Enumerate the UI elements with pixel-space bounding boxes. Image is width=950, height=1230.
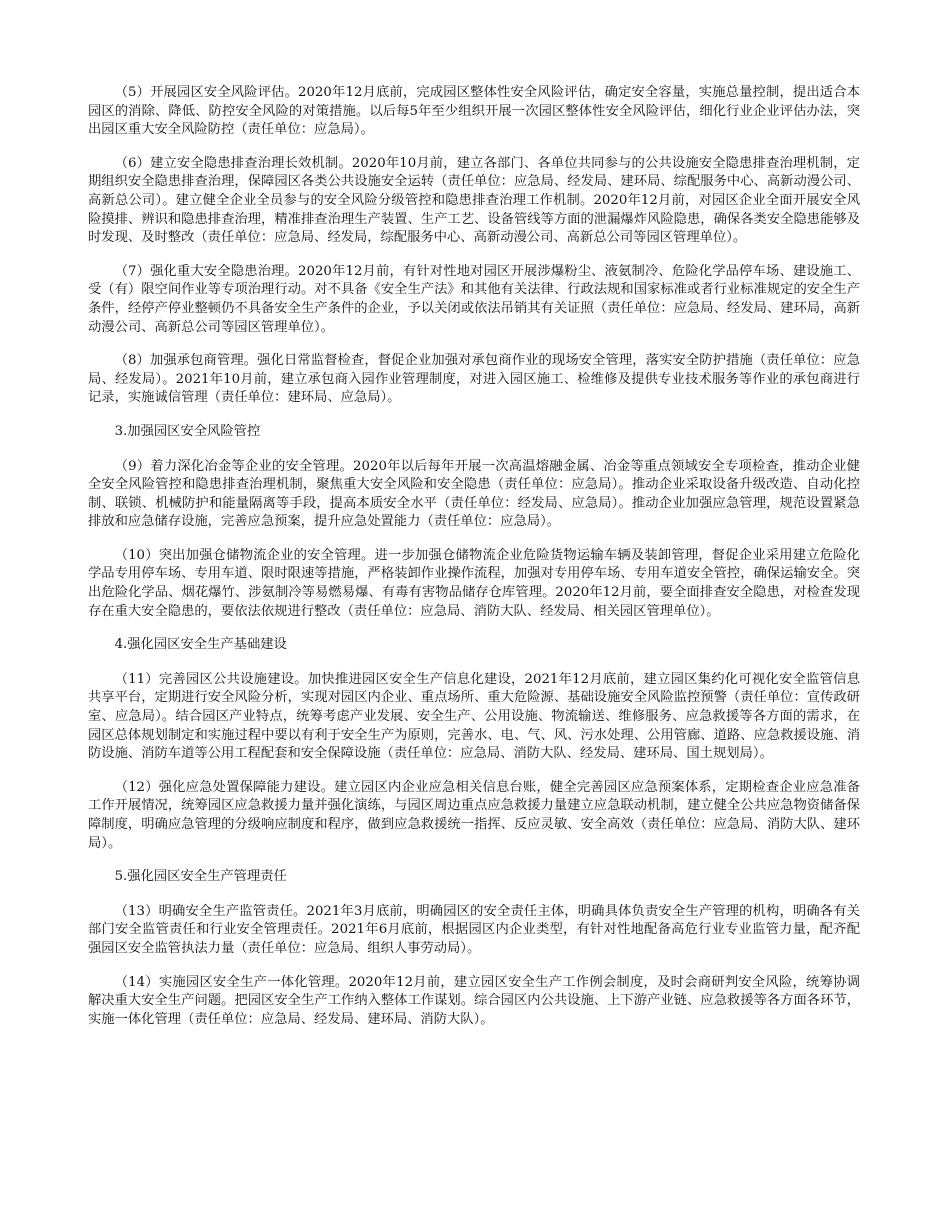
paragraph-12: （12）强化应急处置保障能力建设。建立园区内企业应急相关信息台账，健全完善园区应急预案体系，定期检查企业应急准备工作开展情况，统筹园区应急救援力量并强化演练，与园区周边重点应急救援力量建立应急联动机制，建立健全公共应急物资储备保障制度，明确应急管理的分级响应制度和程序，做到应急救援统一指挥、反应灵敏、安全高效（责任单位：应急局、消防大队、建环局）。 [88,779,860,851]
document-page [88,84,860,1044]
paragraph-9: （9）着力深化冶金等企业的安全管理。2020年以后每年开展一次高温熔融金属、冶金等重点领域安全专项检查，推动企业健全安全风险管控和隐患排查治理机制，聚焦重大安全风险和安全隐患（责任单位：应急局）。推动企业采取设备升级改造、自动化控制、联锁、机械防护和能量隔离等手段，提高本质安全水平（责任单位：经发局、应急局）。推动企业加强应急管理，规范设置紧急排放和应急储存设施，完善应急预案，提升应急处置能力（责任单位：应急局）。 [88,458,860,530]
paragraph-8: （8）加强承包商管理。强化日常监督检查，督促企业加强对承包商作业的现场安全管理，落实安全防护措施（责任单位：应急局、经发局）。2021年10月前，建立承包商入园作业管理制度，对进入园区施工、检维修及提供专业技术服务等作业的承包商进行记录，实施诚信管理（责任单位：建环局、应急局）。 [88,353,860,406]
paragraph-11: （11）完善园区公共设施建设。加快推进园区安全生产信息化建设，2021年12月底前，建立园区集约化可视化安全监管信息共享平台，定期进行安全风险分析，实现对园区内企业、重点场所、重大危险源、基础设施安全风险监控预警（责任单位：宣传政研室、应急局）。结合园区产业特点，统筹考虑产业发展、安全生产、公用设施、物流输送、维修服务、应急救援等各方面的需求，在园区总体规划制定和实施过程中要以有利于安全生产为原则，完善水、电、气、风、污水处理、公用管廊、道路、应急救援设施、消防设施、消防车道等公用工程配套和安全保障设施（责任单位：应急局、消防大队、经发局、建环局、国土规划局）。 [88,671,860,762]
paragraph-5: （5）开展园区安全风险评估。2020年12月底前，完成园区整体性安全风险评估，确定安全容量，实施总量控制，提出适合本园区的消除、降低、防控安全风险的对策措施。以后每5年至少组织开展一次园区整体性安全风险评估，细化行业企业评估办法，突出园区重大安全风险防控（责任单位：应急局）。 [88,85,860,138]
paragraph-7: （7）强化重大安全隐患治理。2020年12月前，有针对性地对园区开展涉爆粉尘、液氨制冷、危险化学品停车场、建设施工、受（有）限空间作业等专项治理行动。对不具备《安全生产法》和其他有关法律、行政法规和国家标准或者行业标准规定的安全生产条件，经停产停业整顿仍不具备安全生产条件的企业，予以关闭或依法吊销其有关证照（责任单位：应急局、经发局、建环局，高新动漫公司、高新总公司等园区管理单位）。 [88,263,860,335]
paragraph-10: （10）突出加强仓储物流企业的安全管理。进一步加强仓储物流企业危险货物运输车辆及装卸管理，督促企业采用建立危险化学品专用停车场、专用车道、限时限速等措施，严格装卸作业操作流程，加强对专用停车场、专用车道安全管控，确保运输安全。突出危险化学品、烟花爆竹、涉氨制冷等易燃易爆、有毒有害物品储存仓库管理。2020年12月前，要全面排查安全隐患，对检查发现存在重大安全隐患的，要依法依规进行整改（责任单位：应急局、消防大队、经发局、相关园区管理单位）。 [88,547,860,619]
section-heading-3: 3.加强园区安全风险管控 [114,423,261,439]
paragraph-13: （13）明确安全生产监管责任。2021年3月底前，明确园区的安全责任主体，明确具体负责安全生产管理的机构，明确各有关部门安全监管责任和行业安全管理责任。2021年6月底前，根据园区内企业类型，有针对性地配备高危行业专业监管力量，配齐配强园区安全监管执法力量（责任单位：应急局、组织人事劳动局）。 [88,903,860,956]
section-heading-4: 4.强化园区安全生产基础建设 [114,637,287,653]
paragraph-14: （14）实施园区安全生产一体化管理。2020年12月前，建立园区安全生产工作例会制度，及时会商研判安全风险，统筹协调解决重大安全生产问题。把园区安全生产工作纳入整体工作谋划。综合园区内公共设施、上下游产业链、应急救援等各方面各环节，实施一体化管理（责任单位：应急局、经发局、建环局、消防大队）。 [88,974,860,1027]
section-heading-5: 5.强化园区安全生产管理责任 [114,869,287,885]
paragraph-6: （6）建立安全隐患排查治理长效机制。2020年10月前，建立各部门、各单位共同参与的公共设施安全隐患排查治理机制，定期组织安全隐患排查治理，保障园区各类公共设施安全运转（责任单位：应急局、经发局、建环局、综配服务中心、高新动漫公司、高新总公司）。建立健全企业全员参与的安全风险分级管控和隐患排查治理工作机制。2020年12月前，对园区企业全面开展安全风险摸排、辨识和隐患排查治理，精准排查治理生产装置、生产工艺、设备管线等方面的泄漏爆炸风险隐患，确保各类安全隐患能够及时发现、及时整改（责任单位：应急局、经发局，综配服务中心、高新动漫公司、高新总公司等园区管理单位）。 [88,155,860,246]
